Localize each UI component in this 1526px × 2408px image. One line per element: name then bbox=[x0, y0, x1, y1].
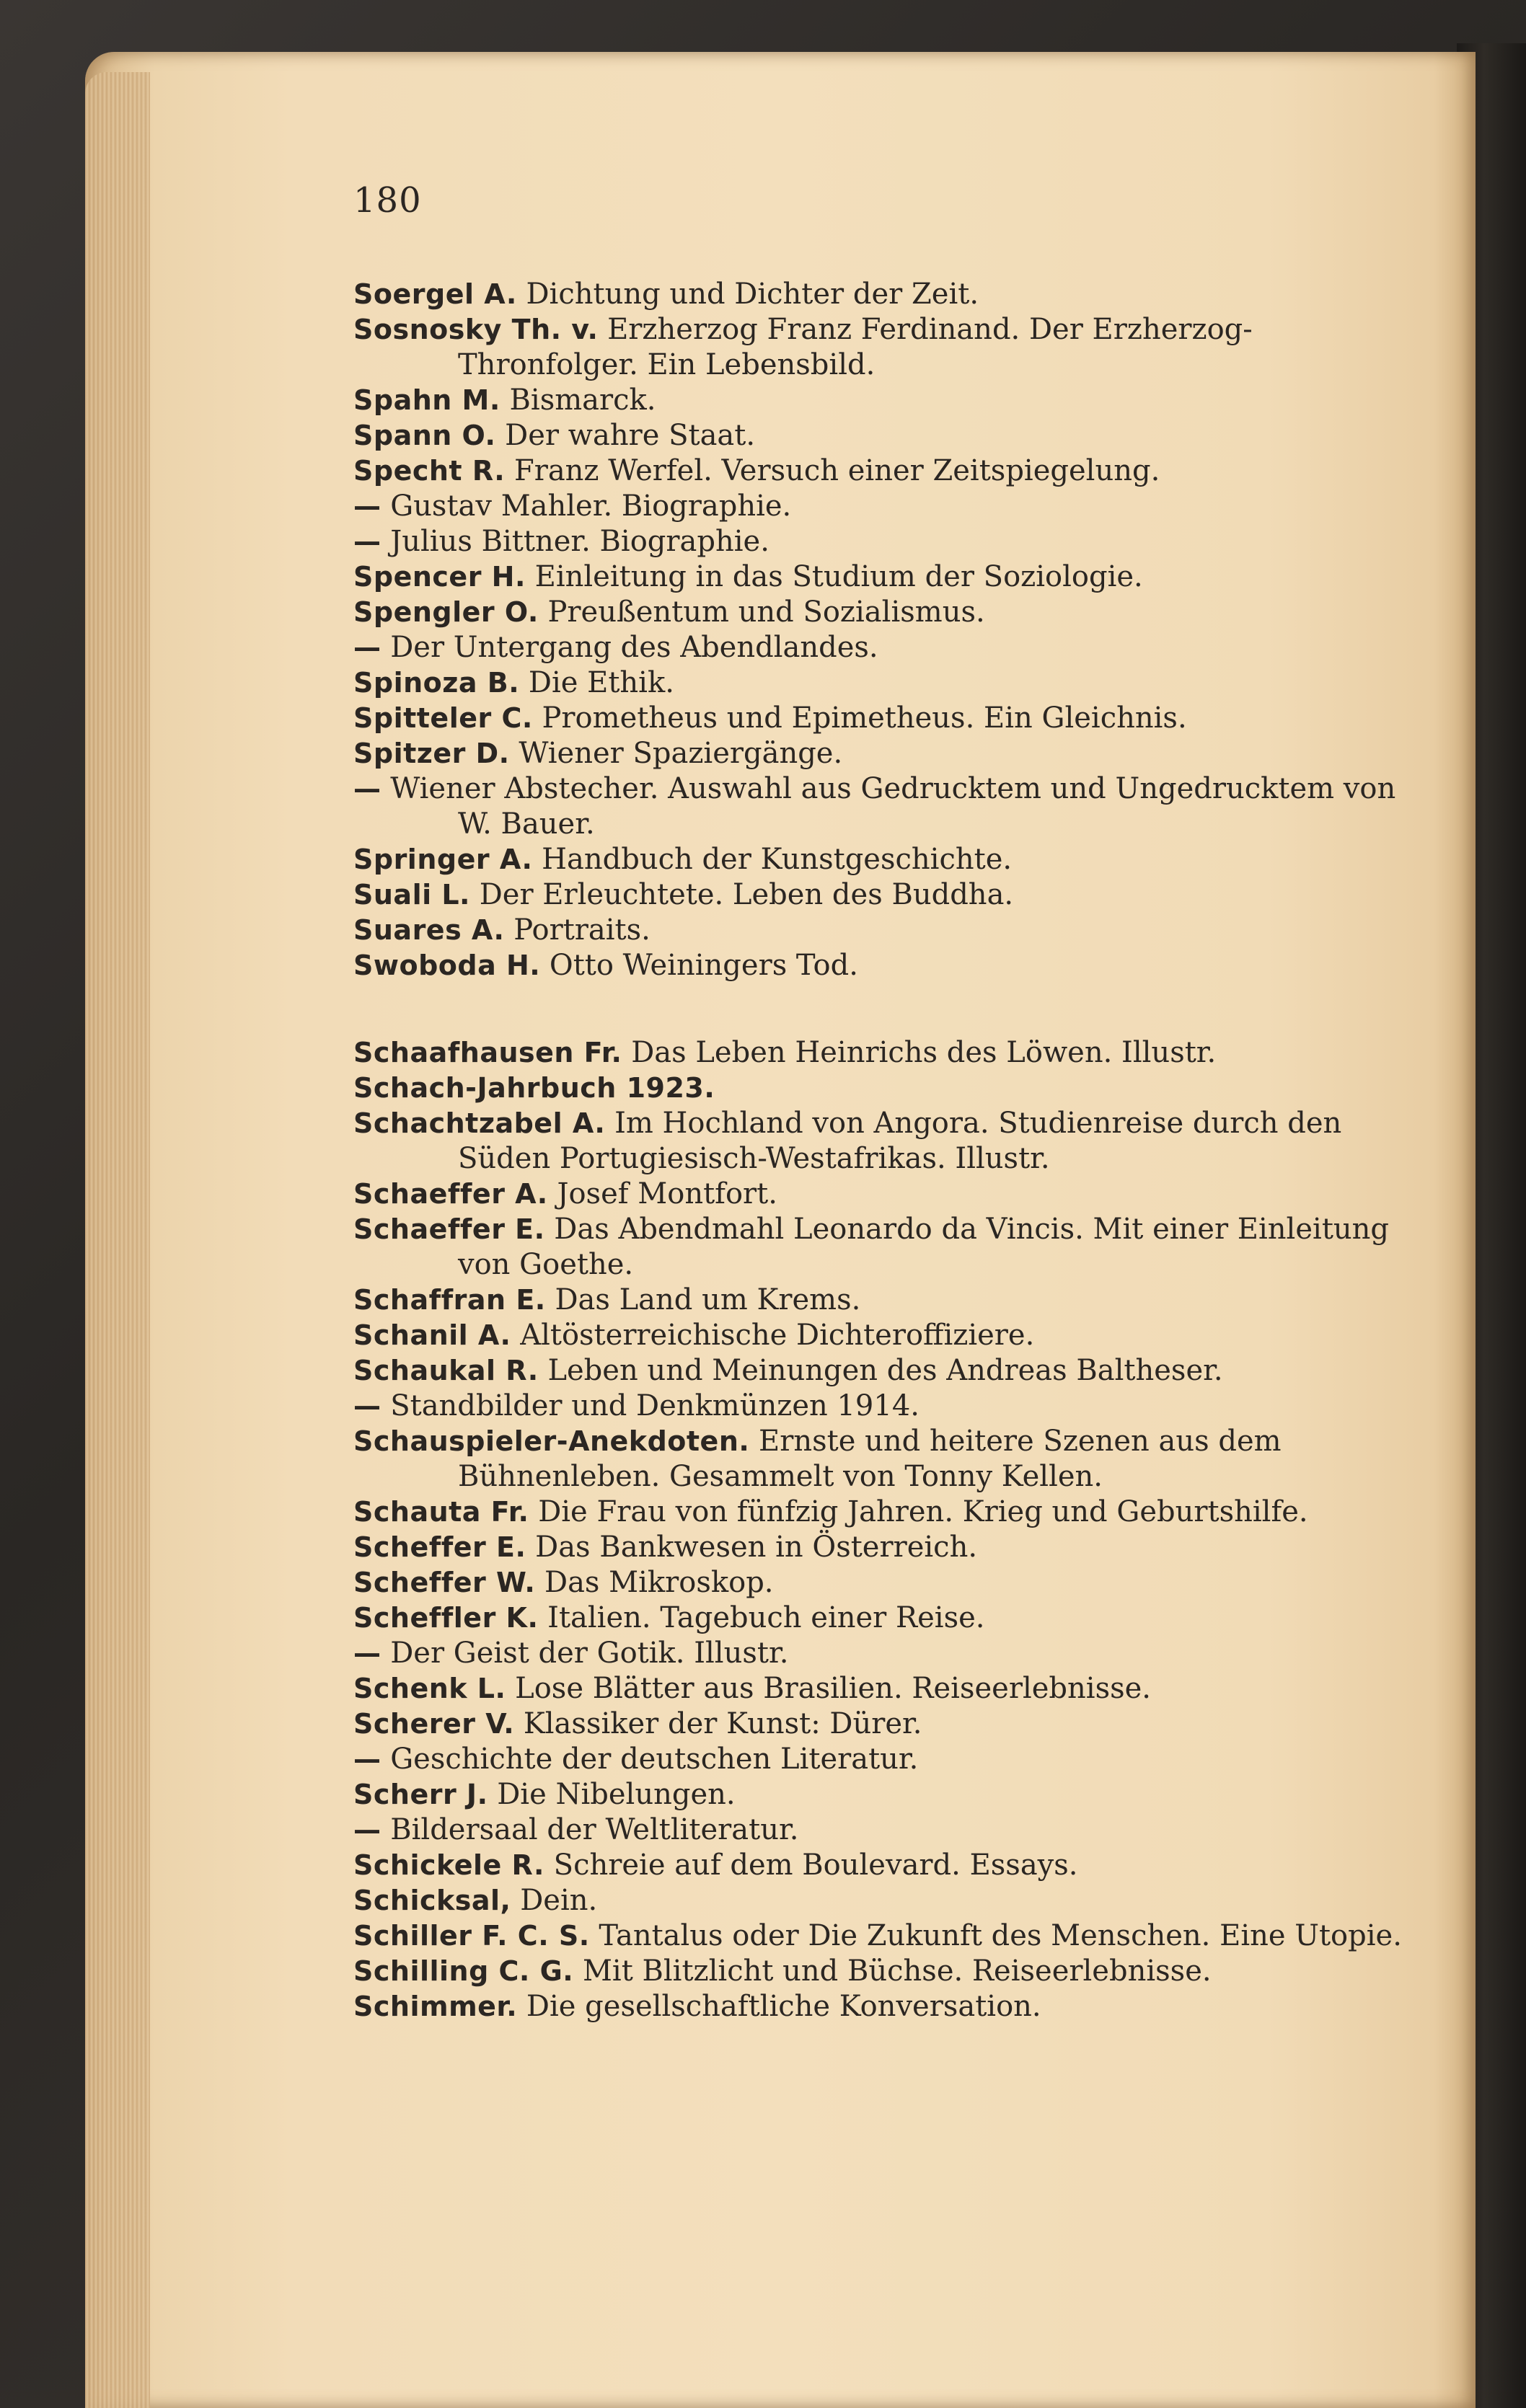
entry-author: Schaukal R. bbox=[353, 1355, 539, 1386]
entry-title: Altösterreichische Dichteroffiziere. bbox=[520, 1319, 1035, 1352]
entry-author: Spitteler C. bbox=[353, 702, 533, 734]
entry-author: — bbox=[353, 490, 382, 522]
entry-title: Leben und Meinungen des Andreas Baltheser. bbox=[547, 1354, 1223, 1387]
entry-title: Lose Blätter aus Brasilien. Reiseerlebnisse. bbox=[515, 1672, 1152, 1705]
entry-author: Spencer H. bbox=[353, 561, 526, 593]
index-entry bbox=[353, 1989, 1421, 2024]
index-entry bbox=[353, 1812, 1421, 1848]
page-stack-edge bbox=[85, 72, 150, 2408]
index-entry bbox=[353, 736, 1421, 771]
entry-title: Otto Weiningers Tod. bbox=[549, 949, 858, 982]
index-entry bbox=[353, 1565, 1421, 1601]
entry-author: Specht R. bbox=[353, 455, 506, 487]
entry-author: Suali L. bbox=[353, 879, 470, 911]
index-entry bbox=[353, 1954, 1421, 1989]
entry-title: Der Geist der Gotik. Illustr. bbox=[390, 1637, 789, 1670]
entry-author: — bbox=[353, 526, 382, 557]
section-gap bbox=[353, 983, 1421, 1035]
index-entry bbox=[353, 312, 1421, 383]
entry-author: Schickele R. bbox=[353, 1849, 544, 1881]
entry-author: Spengler O. bbox=[353, 596, 539, 628]
entry-title: Das Bankwesen in Österreich. bbox=[535, 1531, 978, 1564]
entry-title: Die Ethik. bbox=[528, 666, 674, 699]
entry-author: Soergel A. bbox=[353, 278, 517, 310]
index-entry bbox=[353, 1742, 1421, 1777]
entry-title: Die Frau von fünfzig Jahren. Krieg und Geburtshilfe. bbox=[538, 1495, 1308, 1528]
index-entry bbox=[353, 1035, 1421, 1071]
index-entry bbox=[353, 1283, 1421, 1318]
entry-author: Schenk L. bbox=[353, 1673, 506, 1704]
index-entry bbox=[353, 948, 1421, 983]
entry-author: Schilling C. G. bbox=[353, 1955, 574, 1987]
entry-title: Der Untergang des Abendlandes. bbox=[390, 631, 878, 664]
entry-title: Ernste und heitere Szenen aus dem Bühnenleben. Gesammelt von Tonny Kellen. bbox=[458, 1425, 1282, 1493]
entry-title: Der Erleuchtete. Leben des Buddha. bbox=[479, 878, 1014, 911]
entry-title: Das Leben Heinrichs des Löwen. Illustr. bbox=[631, 1036, 1217, 1069]
entry-title: Gustav Mahler. Biographie. bbox=[390, 490, 792, 523]
entry-author: — bbox=[353, 1743, 382, 1775]
entry-title: Josef Montfort. bbox=[557, 1177, 777, 1210]
entry-author: Sosnosky Th. v. bbox=[353, 314, 599, 345]
index-entry bbox=[353, 1495, 1421, 1530]
entry-title: Klassiker der Kunst: Dürer. bbox=[523, 1707, 922, 1740]
entry-title: Mit Blitzlicht und Büchse. Reiseerlebnisse. bbox=[582, 1955, 1212, 1988]
entry-author: Springer A. bbox=[353, 844, 533, 875]
entry-title: Erzherzog Franz Ferdinand. Der Erzherzog-Thronfolger. Ein Lebensbild. bbox=[458, 313, 1253, 381]
index-entry bbox=[353, 1389, 1421, 1424]
entry-author: Schicksal, bbox=[353, 1885, 511, 1916]
entry-title: Der wahre Staat. bbox=[505, 419, 756, 452]
index-section-sch bbox=[353, 1035, 1421, 2024]
entry-title: Die gesellschaftliche Konversation. bbox=[526, 1990, 1041, 2023]
index-entry bbox=[353, 489, 1421, 524]
index-entry bbox=[353, 842, 1421, 877]
index-entry bbox=[353, 1848, 1421, 1883]
index-entry bbox=[353, 1424, 1421, 1495]
index-entry bbox=[353, 1318, 1421, 1353]
index-entry bbox=[353, 1177, 1421, 1212]
entry-title: Das Land um Krems. bbox=[555, 1283, 861, 1316]
entry-author: Schaffran E. bbox=[353, 1284, 546, 1316]
entry-title: Im Hochland von Angora. Studienreise durch den Süden Portugiesisch-Westafrikas. Illustr. bbox=[458, 1107, 1342, 1175]
index-entry bbox=[353, 701, 1421, 736]
index-entry bbox=[353, 771, 1421, 842]
entry-author: Schachtzabel A. bbox=[353, 1107, 606, 1139]
entry-title: Das Mikroskop. bbox=[544, 1566, 774, 1599]
index-entry bbox=[353, 665, 1421, 701]
index-entry bbox=[353, 1777, 1421, 1812]
entry-title: Standbilder und Denkmünzen 1914. bbox=[390, 1389, 919, 1422]
entry-title: Bismarck. bbox=[509, 384, 656, 417]
index-entry bbox=[353, 1530, 1421, 1565]
index-entry bbox=[353, 1918, 1421, 1954]
index-entry bbox=[353, 1071, 1421, 1106]
entry-author: Schauspieler-Anekdoten. bbox=[353, 1425, 750, 1457]
index-entry bbox=[353, 1106, 1421, 1177]
entry-author: Schiller F. C. S. bbox=[353, 1920, 590, 1952]
entry-title: Geschichte der deutschen Literatur. bbox=[390, 1743, 919, 1776]
entry-author: — bbox=[353, 1390, 382, 1422]
entry-title: Schreie auf dem Boulevard. Essays. bbox=[553, 1849, 1078, 1882]
entry-title: Bildersaal der Weltliteratur. bbox=[390, 1813, 799, 1846]
entry-author: Scheffer W. bbox=[353, 1567, 536, 1598]
entry-title: Preußentum und Sozialismus. bbox=[547, 596, 985, 629]
index-entry bbox=[353, 1883, 1421, 1918]
entry-author: Scherr J. bbox=[353, 1779, 488, 1810]
index-entry bbox=[353, 559, 1421, 595]
entry-author: Suares A. bbox=[353, 914, 505, 946]
index-entry bbox=[353, 524, 1421, 559]
entry-author: — bbox=[353, 1637, 382, 1669]
entry-author: Spitzer D. bbox=[353, 738, 510, 769]
index-entry bbox=[353, 1353, 1421, 1389]
entry-author: Scheffer E. bbox=[353, 1531, 526, 1563]
entry-title: Wiener Spaziergänge. bbox=[519, 737, 843, 770]
entry-author: Spann O. bbox=[353, 420, 496, 451]
index-entry bbox=[353, 877, 1421, 913]
index-entry bbox=[353, 913, 1421, 948]
entry-title: Dein. bbox=[520, 1884, 598, 1917]
entry-author: — bbox=[353, 773, 382, 805]
entry-author: Swoboda H. bbox=[353, 950, 541, 981]
index-entry bbox=[353, 1212, 1421, 1283]
entry-author: Schaeffer A. bbox=[353, 1178, 548, 1210]
index-entry bbox=[353, 1671, 1421, 1707]
index-entry bbox=[353, 630, 1421, 665]
entry-author: — bbox=[353, 632, 382, 663]
entry-title: Franz Werfel. Versuch einer Zeitspiegelung. bbox=[513, 454, 1160, 487]
entry-author: Spahn M. bbox=[353, 384, 500, 416]
index-entry bbox=[353, 418, 1421, 453]
entry-author: Schaeffer E. bbox=[353, 1213, 545, 1245]
page-number: 180 bbox=[353, 180, 422, 221]
entry-author: Schaafhausen Fr. bbox=[353, 1037, 622, 1068]
entry-title: Italien. Tagebuch einer Reise. bbox=[547, 1601, 985, 1634]
entry-title: Portraits. bbox=[513, 913, 650, 947]
entry-title: Handbuch der Kunstgeschichte. bbox=[542, 843, 1013, 876]
entry-author: Schanil A. bbox=[353, 1319, 511, 1351]
index-entry bbox=[353, 595, 1421, 630]
entry-author: Scheffler K. bbox=[353, 1602, 539, 1634]
index-entry bbox=[353, 453, 1421, 489]
entry-author: — bbox=[353, 1814, 382, 1846]
index-entry bbox=[353, 383, 1421, 418]
entry-title: Julius Bittner. Biographie. bbox=[390, 525, 769, 558]
entry-title: Die Nibelungen. bbox=[497, 1778, 736, 1811]
entry-title: Prometheus und Epimetheus. Ein Gleichnis. bbox=[542, 701, 1187, 735]
index-entry bbox=[353, 1636, 1421, 1671]
index-section-s bbox=[353, 277, 1421, 983]
entry-title: Einleitung in das Studium der Soziologie. bbox=[534, 560, 1143, 593]
entry-title: Tantalus oder Die Zukunft des Menschen. Eine Utopie. bbox=[599, 1919, 1402, 1952]
index-entry bbox=[353, 1707, 1421, 1742]
index-entry bbox=[353, 1601, 1421, 1636]
index-entry bbox=[353, 277, 1421, 312]
page-text bbox=[353, 180, 1421, 2024]
entry-title: Wiener Abstecher. Auswahl aus Gedrucktem und Ungedrucktem von W. Bauer. bbox=[390, 772, 1396, 841]
entry-author: Schimmer. bbox=[353, 1991, 518, 2022]
entry-title: Dichtung und Dichter der Zeit. bbox=[526, 278, 979, 311]
entry-author: Spinoza B. bbox=[353, 667, 520, 699]
entry-author: Scherer V. bbox=[353, 1708, 515, 1740]
entry-author: Schach-Jahrbuch 1923. bbox=[353, 1072, 715, 1104]
entry-title: Das Abendmahl Leonardo da Vincis. Mit einer Einleitung von Goethe. bbox=[458, 1213, 1390, 1281]
entry-author: Schauta Fr. bbox=[353, 1496, 529, 1528]
